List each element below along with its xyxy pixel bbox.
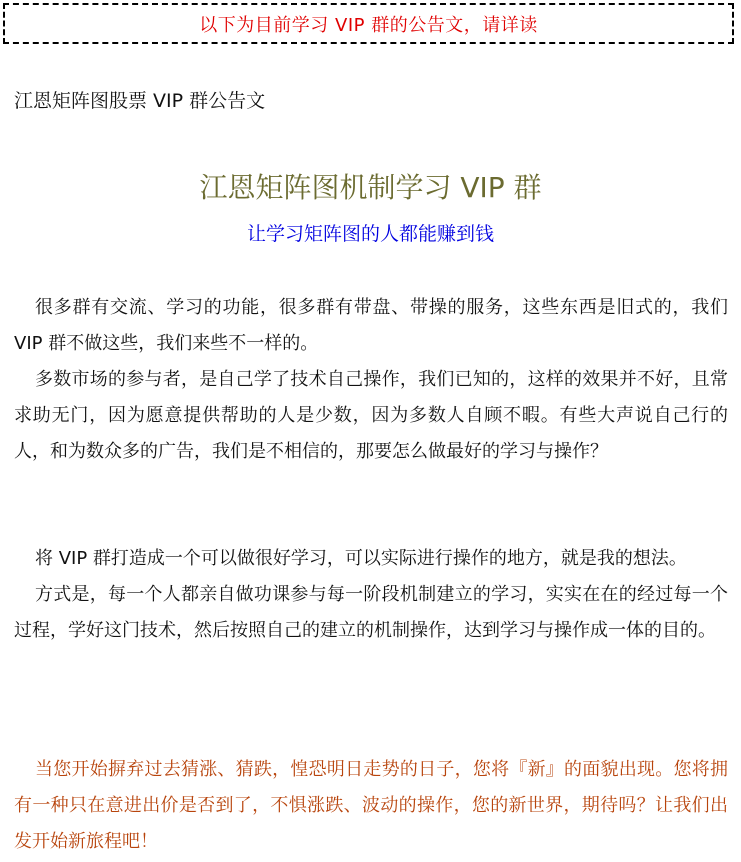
approach-section [14,541,728,649]
paragraph-closing-invitation: 当您开始摒弃过去猜涨、猜跌，惶恐明日走势的日子，您将『新』的面貌出现。您将拥有一种只在意进出价是否到了，不惧涨跌、波动的操作，您的新世界，期待吗？让我们出发开始新旅程吧！ [14,759,728,852]
document-heading: 江恩矩阵图股票 VIP 群公告文 [14,90,266,112]
announcement-notice-box [3,3,734,44]
main-title: 江恩矩阵图机制学习 VIP 群 [199,171,542,204]
paragraph-market-participants: 多数市场的参与者，是自己学了技术自己操作，我们已知的，这样的效果并不好，且常求助无门，因为愿意提供帮助的人是少数，因为多数人自顾不暇。有些大声说自己行的人，和为数众多的广告，我们是不相信的，那要怎么做最好的学习与操作？ [14,369,728,462]
closing-section [14,752,728,860]
subtitle: 让学习矩阵图的人都能赚到钱 [246,223,494,245]
paragraph-vip-goal: 将 VIP 群打造成一个可以做很好学习，可以实际进行操作的地方，就是我的想法。 [35,548,687,569]
announcement-notice-text: 以下为目前学习 VIP 群的公告文，请详读 [199,14,538,36]
intro-section [14,290,728,470]
paragraph-method: 方式是，每一个人都亲自做功课参与每一阶段机制建立的学习，实实在在的经过每一个过程，学好这门技术，然后按照自己的建立的机制操作，达到学习与操作成一体的目的。 [14,584,728,641]
paragraph-old-style-groups: 很多群有交流、学习的功能，很多群有带盘、带操的服务，这些东西是旧式的，我们 VIP 群不做这些，我们来些不一样的。 [14,297,728,354]
